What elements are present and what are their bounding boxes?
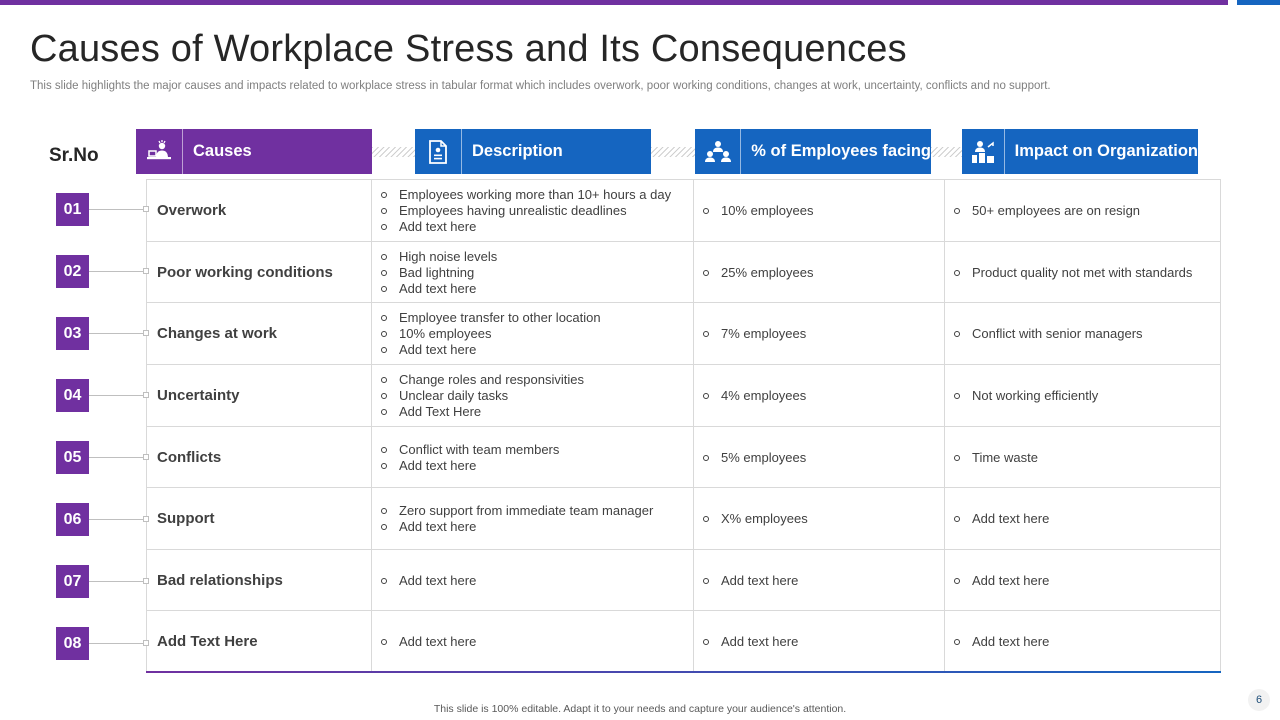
table-column-divider [693, 179, 694, 673]
employees-cell: 7% employees [693, 303, 944, 364]
row-number-badge: 02 [56, 255, 89, 288]
list-item: High noise levels [381, 249, 693, 265]
row-number-badge: 08 [56, 627, 89, 660]
cause-cell: Uncertainty [157, 386, 240, 404]
header-causes [136, 129, 372, 174]
list-item: Add text here [381, 458, 693, 474]
cause-cell: Bad relationships [157, 571, 283, 589]
list-item: Add text here [381, 219, 693, 235]
cause-cell: Overwork [157, 201, 227, 219]
badge-connector [89, 271, 146, 272]
list-item: Add text here [381, 519, 693, 535]
header-divider-hatch [651, 147, 695, 157]
connector-node [143, 578, 149, 584]
connector-node [143, 640, 149, 646]
cause-cell: Poor working conditions [157, 263, 333, 281]
list-item: Employees having unrealistic deadlines [381, 203, 693, 219]
impact-cell: Time waste [944, 427, 1221, 488]
badge-connector [89, 209, 146, 210]
impact-cell: Add text here [944, 611, 1221, 672]
header-employees-label: % of Employees facing [751, 142, 931, 160]
connector-node [143, 392, 149, 398]
srno-header: Sr.No [49, 145, 99, 166]
list-item: Employee transfer to other location [381, 310, 693, 326]
impact-cell: Not working efficiently [944, 365, 1221, 426]
table-row [146, 610, 1221, 672]
badge-connector [89, 333, 146, 334]
cause-cell: Conflicts [157, 448, 222, 466]
description-cell [371, 303, 693, 364]
row-number-badge: 05 [56, 441, 89, 474]
team-icon [695, 129, 741, 174]
connector-node [143, 206, 149, 212]
header-divider-hatch [372, 147, 415, 157]
row-number-badge: 06 [56, 503, 89, 536]
row-number-badge: 03 [56, 317, 89, 350]
row-number-badge: 04 [56, 379, 89, 412]
header-impact [962, 129, 1198, 174]
description-cell [371, 427, 693, 488]
table-bottom-gradient-line [146, 671, 1221, 673]
impact-cell: Add text here [944, 488, 1221, 549]
description-cell [371, 365, 693, 426]
badge-connector [89, 519, 146, 520]
list-item: Add text here [381, 281, 693, 297]
impact-cell: Product quality not met with standards [944, 242, 1221, 303]
header-divider-hatch [931, 147, 962, 157]
slide-subtitle: This slide highlights the major causes and impacts related to workplace stress in tabular format which includes overwork, poor working conditions, changes at work, uncertainty, conflicts and no support. [30, 80, 1051, 92]
impact-cell: Add text here [944, 550, 1221, 611]
connector-node [143, 516, 149, 522]
cause-cell: Support [157, 509, 215, 527]
connector-node [143, 330, 149, 336]
employees-cell: 10% employees [693, 180, 944, 241]
slide-title: Causes of Workplace Stress and Its Consequences [30, 28, 907, 70]
connector-node [143, 454, 149, 460]
list-item: Change roles and responsivities [381, 372, 693, 388]
list-item: Add Text Here [381, 404, 693, 420]
row-number-badge: 01 [56, 193, 89, 226]
table-column-divider [944, 179, 945, 673]
cause-cell: Add Text Here [157, 632, 258, 650]
list-item: 10% employees [381, 326, 693, 342]
employees-cell: 5% employees [693, 427, 944, 488]
connector-node [143, 268, 149, 274]
description-cell [371, 180, 693, 241]
list-item: Add text here [381, 634, 693, 650]
employees-cell: Add text here [693, 550, 944, 611]
header-description-label: Description [472, 142, 563, 160]
badge-connector [89, 457, 146, 458]
employees-cell: X% employees [693, 488, 944, 549]
list-item: Employees working more than 10+ hours a day [381, 187, 693, 203]
list-item: Bad lightning [381, 265, 693, 281]
table-row [146, 179, 1221, 241]
header-employees [695, 129, 931, 174]
row-number-badge: 07 [56, 565, 89, 598]
impact-cell: Conflict with senior managers [944, 303, 1221, 364]
table-row [146, 302, 1221, 364]
table-border-right [1220, 179, 1221, 673]
table-column-divider [371, 179, 372, 673]
employees-cell: 25% employees [693, 242, 944, 303]
badge-connector [89, 581, 146, 582]
organization-icon [962, 129, 1005, 174]
description-cell [371, 488, 693, 549]
list-item: Unclear daily tasks [381, 388, 693, 404]
document-icon [415, 129, 462, 174]
cause-cell: Changes at work [157, 324, 278, 342]
slide-footer: This slide is 100% editable. Adapt it to your needs and capture your audience's attention. [433, 703, 847, 715]
table-row [146, 364, 1221, 426]
stress-table [146, 179, 1221, 650]
header-causes-label: Causes [193, 142, 252, 160]
stressed-worker-icon [136, 129, 183, 174]
table-border-left [146, 179, 147, 673]
list-item: Conflict with team members [381, 442, 693, 458]
employees-cell: Add text here [693, 611, 944, 672]
list-item: Add text here [381, 573, 693, 589]
table-row [146, 241, 1221, 303]
table-row [146, 487, 1221, 549]
table-row [146, 549, 1221, 611]
header-description [415, 129, 651, 174]
list-item: Add text here [381, 342, 693, 358]
header-impact-label: Impact on Organization [1014, 142, 1198, 160]
badge-connector [89, 395, 146, 396]
top-accent-bar-purple [0, 0, 1228, 5]
page-number: 6 [1248, 689, 1270, 711]
table-row [146, 426, 1221, 488]
impact-cell: 50+ employees are on resign [944, 180, 1221, 241]
badge-connector [89, 643, 146, 644]
list-item: Zero support from immediate team manager [381, 503, 693, 519]
top-accent-bar-blue [1237, 0, 1280, 5]
description-cell [371, 550, 693, 611]
description-cell [371, 611, 693, 672]
description-cell [371, 242, 693, 303]
employees-cell: 4% employees [693, 365, 944, 426]
